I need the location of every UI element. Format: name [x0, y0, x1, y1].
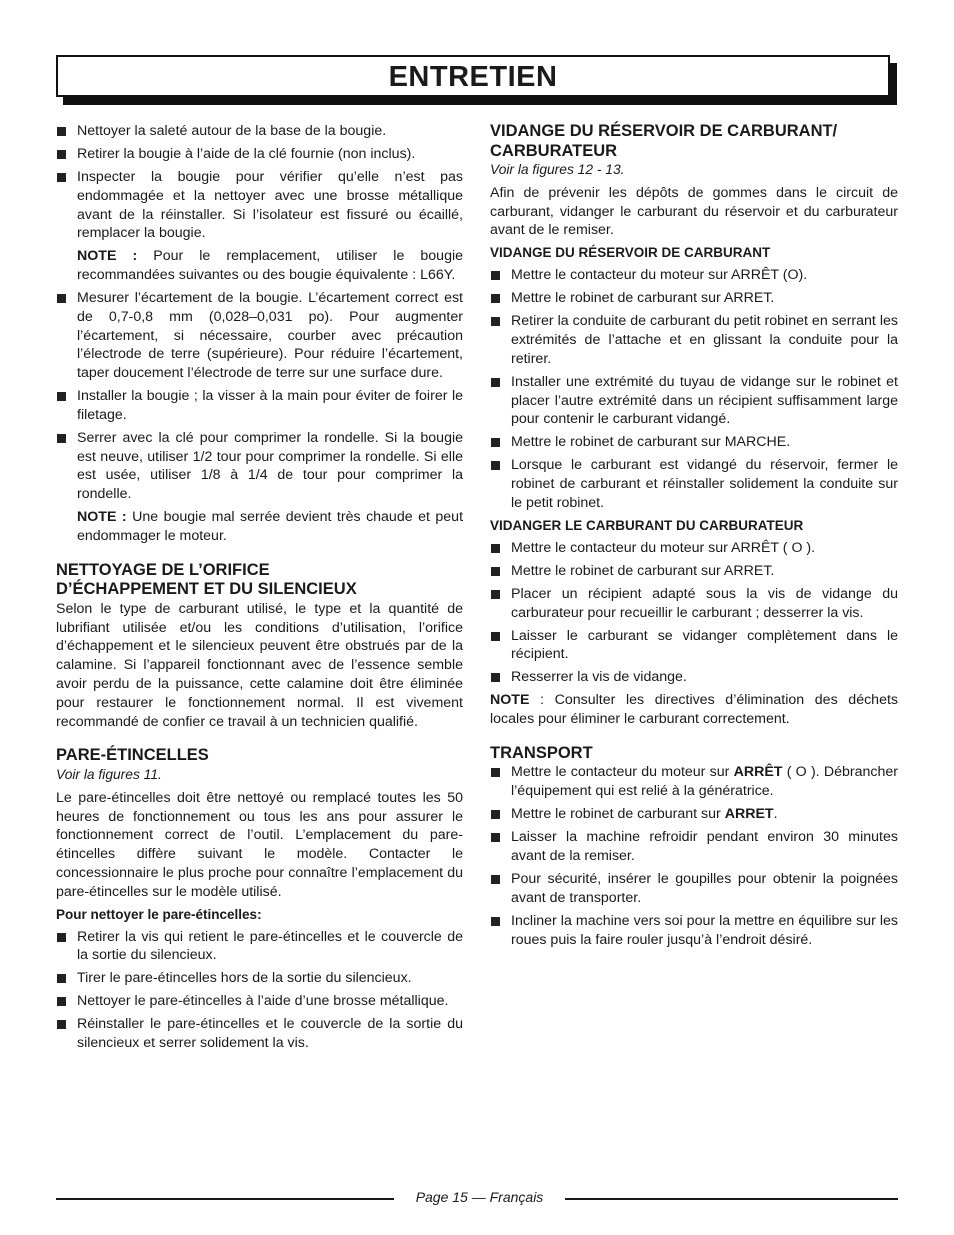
list-item: Laisser le carburant se vidanger complètement dans le récipient.: [490, 627, 898, 665]
note-text: Une bougie mal serrée devient très chaude et peut endommager le moteur.: [77, 509, 464, 545]
spark-arrestor-steps-list: [56, 928, 463, 1053]
list-item: Mesurer l’écartement de la bougie. L’écartement correct est de 0,7-0,8 mm (0,028–0,031 po). Pour augmenter l’écartement, si nécessaire, courber avec précaution l’électrode de terre (supérieure). Pour réduire l’écartement, taper doucement l’électrode de terre sur une surface dure.: [56, 289, 463, 383]
list-item: Lorsque le carburant est vidangé du réservoir, fermer le robinet de carburant et réinstaller solidement la conduite sur le petit robinet.: [490, 456, 898, 512]
fuel-disposal-note: [490, 691, 898, 729]
bullet-square-icon: [491, 544, 500, 553]
bullet-square-icon: [57, 933, 66, 942]
bullet-square-icon: [57, 974, 66, 983]
page-footer: Page 15 — Français: [415, 1189, 544, 1205]
bullet-square-icon: [491, 294, 500, 303]
title-banner: [56, 55, 890, 97]
bullet-square-icon: [491, 271, 500, 280]
bullet-square-icon: [57, 434, 66, 443]
bullet-square-icon: [491, 810, 500, 819]
figure-reference: Voir la figures 12 - 13.: [490, 162, 625, 177]
spark-arrestor-paragraph: Le pare-étincelles doit être nettoyé ou remplacé toutes les 50 heures de fonctionnement ou tous les ans pour assurer le fonctionnement correct de l’outil. L’emplacement du pare-étincelles diffère suivant le modèle. Contacter le concessionnaire le plus proche pour connaître l’emplacement du pare-étincelles sur le modèle utilisé.: [56, 789, 463, 900]
right-column: [490, 122, 898, 954]
bullet-square-icon: [491, 317, 500, 326]
bullet-square-icon: [491, 461, 500, 470]
exhaust-paragraph: Selon le type de carburant utilisé, le type et la quantité de lubrifiant utilisée et/ou les conditions d’utilisation, l’orifice d’échappement et le silencieux peuvent être obstrués par de la calamine. Si l’appareil fonctionnant avec de l’essence semble avoir perdu de la puissance, cette calamine doit être éliminée pour restaurer le fonctionnement normal. Il est vivement recommandé de confier ce travail à un technicien qualifié.: [56, 600, 463, 730]
list-item: Mettre le robinet de carburant sur ARRET.: [490, 562, 898, 581]
list-item: Placer un récipient adapté sous la vis de vidange du carburateur pour recueillir le carburant ; desserrer la vis.: [490, 585, 898, 623]
fuel-drain-paragraph: Afin de prévenir les dépôts de gommes dans le circuit de carburant, vidanger le carburant du réservoir et du carburateur avant de le remiser.: [490, 184, 898, 239]
note-text: : Consulter les directives d’élimination des déchets locales pour éliminer le carburant correctement.: [490, 692, 898, 728]
list-item: Installer une extrémité du tuyau de vidange sur le robinet et placer l’autre extrémité dans un récipient suffisamment large pour contenir le carburant vidangé.: [490, 373, 898, 429]
list-item: Retirer la vis qui retient le pare-étincelles et le couvercle de la sortie du silencieux.: [56, 928, 463, 966]
exhaust-heading: NETTOYAGE DE L’ORIFICE D’ÉCHAPPEMENT ET DU SILENCIEUX: [56, 560, 357, 599]
list-item: Mettre le contacteur du moteur sur ARRÊT ( O ).: [490, 539, 898, 558]
footer-rule-left: [56, 1198, 394, 1200]
list-item: Nettoyer le pare-étincelles à l’aide d’une brosse métallique.: [56, 992, 463, 1011]
bullet-square-icon: [57, 127, 66, 136]
list-item: Mettre le contacteur du moteur sur ARRÊT ( O ). Débrancher l’équipement qui est relié à la génératrice.: [490, 763, 898, 801]
note-label: NOTE :: [77, 248, 138, 265]
list-item: Mettre le robinet de carburant sur MARCHE.: [490, 433, 898, 452]
note-text: Pour le remplacement, utiliser le bougie recommandées suivantes ou des bougie équivalente : L66Y.: [77, 248, 464, 284]
bullet-square-icon: [491, 768, 500, 777]
tank-drain-subheading: VIDANGE DU RÉSERVOIR DE CARBURANT: [490, 245, 771, 261]
list-item: Nettoyer la saleté autour de la base de la bougie.: [56, 122, 463, 141]
list-item: Mettre le robinet de carburant sur ARRET.: [490, 805, 898, 824]
tank-drain-steps-list: [490, 266, 898, 513]
list-item: Inspecter la bougie pour vérifier qu’elle n’est pas endommagée et la nettoyer avec une brosse métallique avant de la réinstaller. Si l’isolateur est fissuré ou écaillé, remplacer la bougie.: [56, 168, 463, 243]
list-item: Serrer avec la clé pour comprimer la rondelle. Si la bougie est neuve, utiliser 1/2 tour pour comprimer la rondelle. Si elle est usée, utiliser 1/8 à 1/4 de tour pour comprimer la rondelle.: [56, 429, 463, 504]
carburetor-drain-subheading: VIDANGER LE CARBURANT DU CARBURATEUR: [490, 517, 804, 533]
carburetor-drain-steps-list: [490, 539, 898, 687]
bullet-square-icon: [57, 997, 66, 1006]
spark-arrestor-heading: PARE-ÉTINCELLES: [56, 746, 209, 765]
bullet-square-icon: [491, 632, 500, 641]
spark-plug-steps-list-2: [56, 289, 463, 504]
page-title: ENTRETIEN: [388, 61, 558, 93]
transport-heading: TRANSPORT: [490, 743, 593, 762]
transport-steps-list: [490, 763, 898, 949]
footer-rule-right: [565, 1198, 898, 1200]
bullet-square-icon: [491, 378, 500, 387]
spark-plug-steps-list: [56, 122, 463, 243]
bullet-square-icon: [491, 917, 500, 926]
note-label: NOTE: [490, 692, 530, 709]
bullet-square-icon: [491, 438, 500, 447]
list-item: Installer la bougie ; la visser à la main pour éviter de foirer le filetage.: [56, 387, 463, 425]
list-item: Mettre le contacteur du moteur sur ARRÊT (O).: [490, 266, 898, 285]
bullet-square-icon: [57, 173, 66, 182]
bullet-square-icon: [491, 875, 500, 884]
left-column: [56, 122, 463, 1057]
bullet-square-icon: [57, 1020, 66, 1029]
bullet-square-icon: [491, 590, 500, 599]
list-item: Laisser la machine refroidir pendant environ 30 minutes avant de la remiser.: [490, 828, 898, 866]
note-spark-plug-replacement: [56, 247, 463, 285]
bullet-square-icon: [57, 150, 66, 159]
list-item: Pour sécurité, insérer le goupilles pour obtenir la poignées avant de transporter.: [490, 870, 898, 908]
spark-arrestor-subheading: Pour nettoyer le pare-étincelles:: [56, 906, 262, 922]
list-item: Retirer la conduite de carburant du petit robinet en serrant les extrémités de l’attache et en glissant la conduite pour la retirer.: [490, 312, 898, 368]
note-spark-plug-tightening: [56, 508, 463, 546]
list-item: Resserrer la vis de vidange.: [490, 668, 898, 687]
bullet-square-icon: [491, 833, 500, 842]
bullet-square-icon: [57, 294, 66, 303]
bullet-square-icon: [57, 392, 66, 401]
note-label: NOTE :: [77, 509, 127, 526]
fuel-drain-heading: VIDANGE DU RÉSERVOIR DE CARBURANT/ CARBURATEUR: [490, 122, 838, 160]
list-item: Mettre le robinet de carburant sur ARRET.: [490, 289, 898, 308]
list-item: Incliner la machine vers soi pour la mettre en équilibre sur les roues puis la faire rouler jusqu’à l’endroit désiré.: [490, 912, 898, 950]
list-item: Retirer la bougie à l’aide de la clé fournie (non inclus).: [56, 145, 463, 164]
bullet-square-icon: [491, 673, 500, 682]
figure-reference: Voir la figures 11.: [56, 766, 162, 782]
bullet-square-icon: [491, 567, 500, 576]
list-item: Tirer le pare-étincelles hors de la sortie du silencieux.: [56, 969, 463, 988]
list-item: Réinstaller le pare-étincelles et le couvercle de la sortie du silencieux et serrer solidement la vis.: [56, 1015, 463, 1053]
